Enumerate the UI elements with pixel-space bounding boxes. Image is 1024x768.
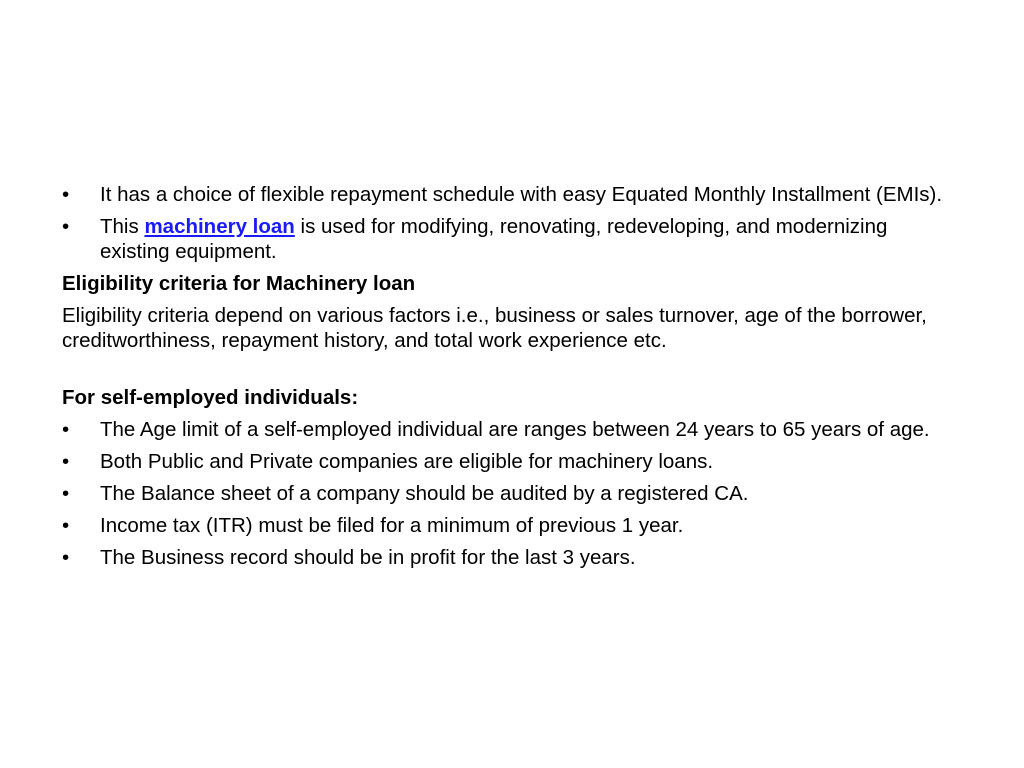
bullet-icon: • (62, 215, 70, 238)
bullet-text: The Business record should be in profit for the last 3 years. (100, 546, 636, 569)
bullet-text-suffix: is used for modifying, renovating, redeveloping, and modernizing existing equipment. (100, 215, 888, 263)
list-item (62, 449, 962, 474)
list-item (62, 417, 962, 442)
list-item (62, 182, 962, 207)
intro-bullet-list (62, 182, 962, 264)
bullet-icon: • (62, 546, 70, 569)
bullet-icon: • (62, 450, 70, 473)
self-employed-bullet-list (62, 417, 962, 570)
bullet-icon: • (62, 482, 70, 505)
bullet-text: Income tax (ITR) must be filed for a minimum of previous 1 year. (100, 514, 684, 537)
list-item (62, 214, 962, 264)
bullet-icon: • (62, 183, 70, 206)
bullet-text: The Age limit of a self-employed individual are ranges between 24 years to 65 years of age. (100, 418, 930, 441)
list-item (62, 481, 962, 506)
bullet-text: It has a choice of flexible repayment schedule with easy Equated Monthly Installment (EMIs). (100, 183, 943, 206)
bullet-text: The Balance sheet of a company should be audited by a registered CA. (100, 482, 749, 505)
eligibility-heading: Eligibility criteria for Machinery loan (62, 272, 416, 295)
self-employed-heading: For self-employed individuals: (62, 386, 359, 409)
slide-content (62, 182, 962, 577)
bullet-text-prefix: This (100, 215, 145, 238)
machinery-loan-link[interactable]: machinery loan (144, 215, 295, 238)
list-item (62, 545, 962, 570)
bullet-icon: • (62, 418, 70, 441)
bullet-icon: • (62, 514, 70, 537)
eligibility-paragraph: Eligibility criteria depend on various factors i.e., business or sales turnover, age of the borrower, creditworthiness, repayment history, and total work experience etc. (62, 304, 927, 352)
bullet-text: Both Public and Private companies are eligible for machinery loans. (100, 450, 714, 473)
list-item (62, 513, 962, 538)
